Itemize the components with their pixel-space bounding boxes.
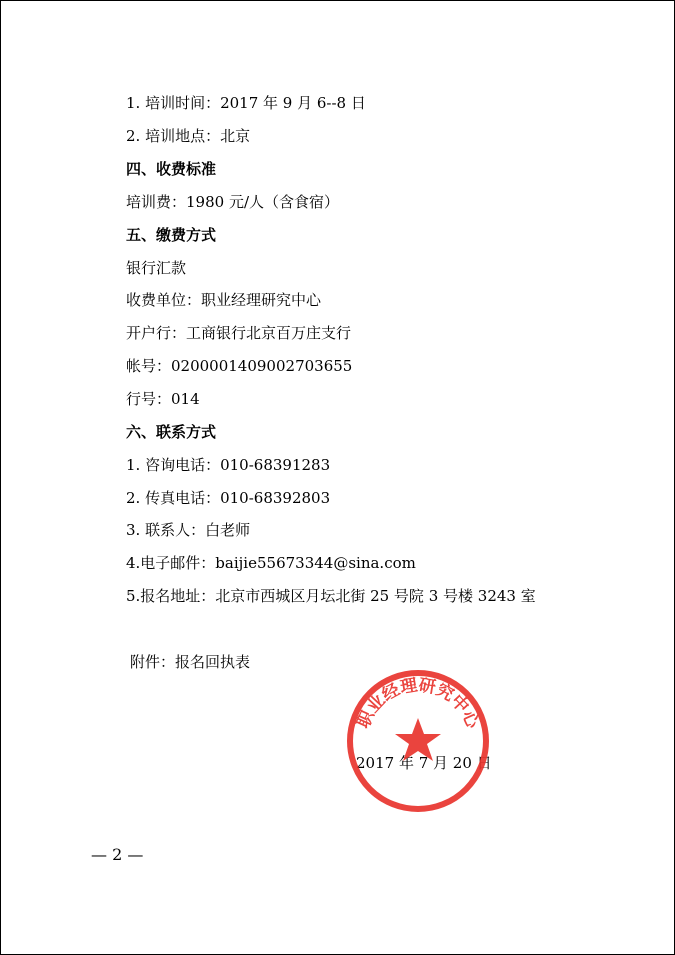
bank: 开户行：工商银行北京百万庄支行	[126, 324, 352, 342]
contact-heading: 六、联系方式	[126, 423, 217, 441]
seal-text: 职业经理研究中心	[353, 675, 483, 732]
contact-fax: 2. 传真电话：010-68392803	[126, 489, 331, 507]
page-number: — 2 —	[91, 845, 144, 864]
account-number: 帐号：0200001409002703655	[126, 357, 353, 375]
payee: 收费单位：职业经理研究中心	[126, 291, 322, 309]
contact-phone: 1. 咨询电话：010-68391283	[126, 456, 331, 474]
contact-address: 5.报名地址：北京市西城区月坛北街 25 号院 3 号楼 3243 室	[126, 587, 536, 605]
fees-heading: 四、收费标准	[126, 160, 217, 178]
signature-date: 2017 年 7 月 20 日	[356, 754, 492, 772]
contact-email: 4.电子邮件：baijie55673344@sina.com	[126, 554, 416, 572]
payment-method: 银行汇款	[126, 259, 187, 277]
training-time: 1. 培训时间：2017 年 9 月 6--8 日	[126, 94, 366, 112]
bank-code: 行号：014	[126, 390, 200, 408]
payment-heading: 五、缴费方式	[126, 226, 217, 244]
training-place: 2. 培训地点：北京	[126, 127, 251, 145]
official-seal	[345, 668, 491, 814]
star-icon	[395, 718, 441, 761]
contact-person: 3. 联系人：白老师	[126, 521, 251, 539]
attachment-note: 附件：报名回执表	[130, 653, 251, 671]
training-fee: 培训费：1980 元/人（含食宿）	[126, 193, 339, 211]
